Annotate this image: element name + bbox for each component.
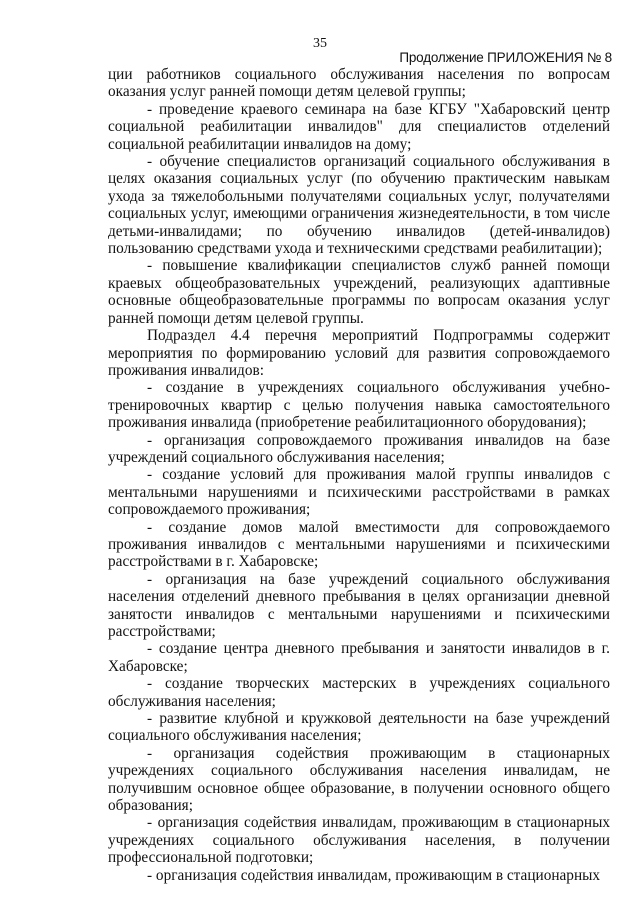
paragraph: - создание в учреждениях социального обслуживания учебно-тренировочных квартир с целью получения навыка самостоятельного проживания инвалида (приобретение реабилитационного оборудования);: [108, 379, 610, 432]
paragraph: - организация содействия инвалидам, проживающим в стационарных: [147, 866, 601, 884]
paragraph: - организация на базе учреждений социального обслуживания населения отделений дневного пребывания в целях организации дневной занятости инвалидов с ментальными нарушениями и психическими расстройствами;: [108, 570, 610, 640]
paragraph: ции работников социального обслуживания населения по вопросам оказания услуг ранней помощи детям целевой группы;: [108, 66, 610, 101]
appendix-continuation-label: Продолжение ПРИЛОЖЕНИЯ № 8: [399, 50, 612, 65]
paragraph: - создание домов малой вместимости для сопровождаемого проживания инвалидов с ментальными нарушениями и психическими расстройствами в г. Хабаровске;: [108, 518, 610, 571]
paragraph: - организация сопровождаемого проживания инвалидов на базе учреждений социального обслуживания населения;: [108, 431, 610, 466]
paragraph: - организация содействия проживающим в стационарных учреждениях социального обслуживания населения инвалидам, не получившим основное общее образование, в получении основного общего образования;: [108, 744, 610, 815]
paragraph: - организация содействия инвалидам, проживающим в стационарных учреждениях социального обслуживания населения, в получении профессиональной подготовки;: [108, 814, 610, 867]
document-body: [108, 66, 610, 884]
paragraph: - проведение краевого семинара на базе КГБУ "Хабаровский центр социальной реабилитации инвалидов" для специалистов отделений социальной реабилитации инвалидов на дому;: [108, 100, 610, 153]
paragraph: - создание центра дневного пребывания и занятости инвалидов в г. Хабаровске;: [108, 640, 610, 675]
paragraph: - развитие клубной и кружковой деятельности на базе учреждений социального обслуживания населения;: [108, 710, 610, 745]
paragraph: - повышение квалификации специалистов служб ранней помощи краевых общеобразовательных учреждений, реализующих адаптивные основные общеобразовательные программы по вопросам оказания услуг ранней помощи детям целевой группы.: [108, 257, 610, 327]
paragraph: - создание условий для проживания малой группы инвалидов с ментальными нарушениями и психическими расстройствами в рамках сопровождаемого проживания;: [108, 466, 610, 519]
paragraph: Подраздел 4.4 перечня мероприятий Подпрограммы содержит мероприятия по формированию условий для развития сопровождаемого проживания инвалидов:: [108, 327, 610, 379]
page-number: 35: [313, 36, 327, 51]
paragraph: - создание творческих мастерских в учреждениях социального обслуживания населения;: [108, 675, 610, 710]
paragraph: - обучение специалистов организаций социального обслуживания в целях оказания социальных услуг (по обучению практическим навыкам ухода за тяжелобольными получателями социальных услуг, получателями социальных услуг, имеющими ограничения жизнедеятельности, в том числе детьми-инвалидами; по обучению инвалидов (детей-инвалидов) пользованию средствами ухода и техническими средствами реабилитации);: [108, 153, 610, 258]
